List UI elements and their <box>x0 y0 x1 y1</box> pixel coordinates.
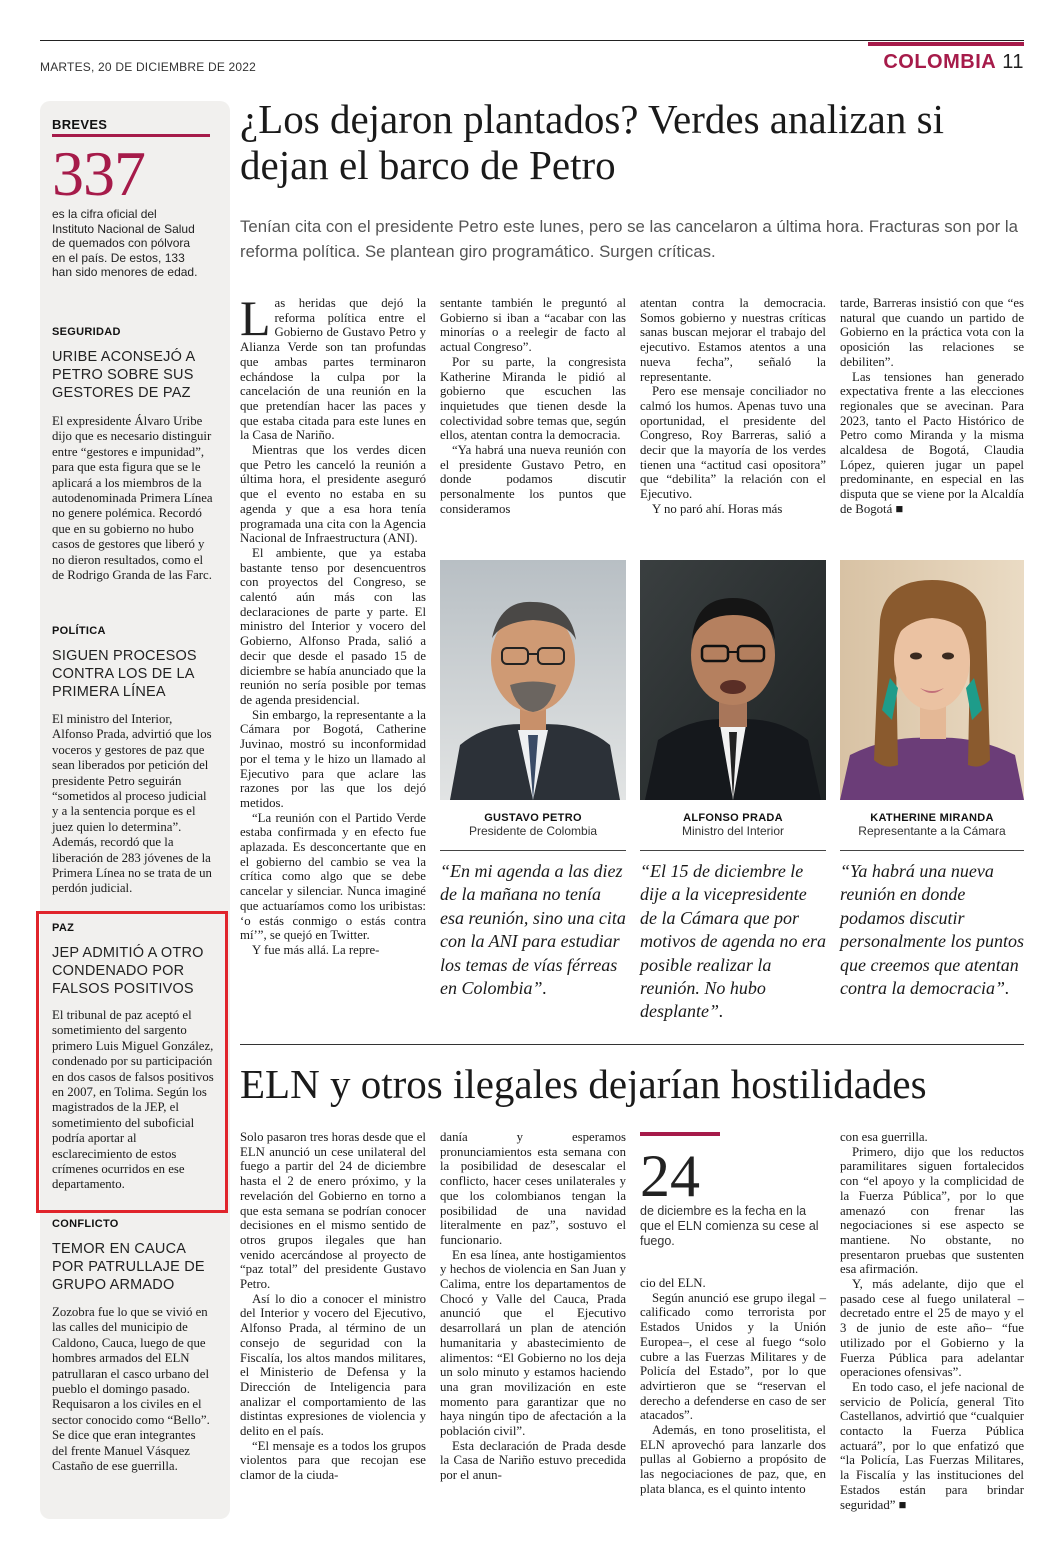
page-number: 11 <box>1002 51 1024 73</box>
paragraph: Además, en tono proselitista, el ELN aprovechó para lanzarle dos pullas al Gobierno a propósito de las negociaciones de paz, que, en plata blanca, es el quinto intento <box>640 1423 826 1496</box>
drop-cap: L <box>240 290 271 346</box>
photo-gustavo-petro <box>440 560 626 800</box>
photo-alfonso-prada <box>640 560 826 800</box>
pull-quote: “En mi agenda a las diez de la mañana no tenía esa reunión, sino una cita con la ANI para estudiar los temas de vías férreas en Colombia”. <box>440 861 626 999</box>
paragraph: con esa guerrilla. <box>840 1130 928 1144</box>
person-name: KATHERINE MIRANDA <box>870 812 994 824</box>
paragraph: Y fue más allá. La repre- <box>252 942 380 957</box>
paragraph: Solo pasaron tres horas desde que el ELN anunció un cese unilateral del fuego a partir del 24 de diciembre hasta el 2 de enero próximo, y la revelación del Gobierno en torno a que esta semana se podrían conocer decisiones en el mismo sentido de otros grupos ilegales que han venido acercándose al proyecto de “paz total” del presidente Gustavo Petro. <box>240 1130 426 1292</box>
person-role: Presidente de Colombia <box>468 824 598 838</box>
stat-accent-bar <box>640 1132 720 1136</box>
person-name: ALFONSO PRADA <box>683 812 783 824</box>
section-header <box>883 51 1024 74</box>
stat-number: 24 <box>640 1143 700 1209</box>
brief-category: CONFLICTO <box>52 1218 119 1230</box>
article-column-2 <box>440 296 626 517</box>
stat-text: de diciembre es la fecha en la que el ELN comienza su cese al fuego. <box>640 1204 819 1248</box>
paragraph: Primero, dijo que los reductos paramilitares siguen fortalecidos con “el apoyo y la complicidad de la Fuerza Pública”, por lo que amenazó con frenar las negociaciones si ese aspecto se mantiene. No obstante, no presentaron pruebas que sustenten esa afirmación. <box>840 1144 1024 1277</box>
person-role: Representante a la Cámara <box>858 824 1006 838</box>
article-column-3 <box>640 296 826 517</box>
quote-rule <box>440 850 626 851</box>
paragraph: Y, más adelante, dijo que el pasado cese al fuego unilateral –decretado entre el 25 de mayo y el 3 de junio de este año– “fue utilizado por el Gobierno y la Fuerza Pública para adelantar operaciones ofensivas”. <box>840 1277 1024 1380</box>
top-rule <box>40 40 1024 41</box>
pull-quote: “El 15 de diciembre le dije a la vicepresidente de la Cámara que por motivos de agenda no era posible realizar la reunión. No hubo desplante”. <box>640 861 826 1022</box>
paragraph: danía y esperamos pronunciamientos esta semana con la posibilidad de desescalar el conflicto, hacer ceses unilaterales y que los colombianos tengan la posibilidad de una navidad literalmente en paz”, sostuvo el funcionario. <box>440 1130 626 1247</box>
article-column-1 <box>240 1130 426 1483</box>
paragraph: Sin embargo, la representante a la Cámara por Bogotá, Catherine Juvinao, mostró su inconformidad por el tema y le hizo un llamado al Ejecutivo para que aclare las razones por las que los dejó metidos. <box>240 707 426 810</box>
article-subhead: Tenían cita con el presidente Petro este lunes, pero se las cancelaron a última hora. Fracturas son por la reforma política. Se plantean giro programático. Surgen críticas. <box>240 217 1018 261</box>
paragraph: Así lo dio a conocer el ministro del Interior y vocero del Ejecutivo, Alfonso Prada, al término de un consejo de seguridad con la Fiscalía, los altos mandos militares, el Ministerio de Defensa y la Dirección de Inteligencia para analizar el comportamiento de las distintas expresiones de violencia y delito en el país. <box>240 1291 426 1439</box>
brief-body: Zozobra fue lo que se vivió en las calles del municipio de Caldono, Cauca, luego de que hombres armados del ELN patrullaran el casco urbano del pueblo el domingo pasado. Requisaron a los civiles en el sector conocido como “Bello”. Se dice que eran integrantes del frente Manuel Vásquez Castaño de ese guerrilla. <box>52 1305 210 1474</box>
paragraph: Según anunció ese grupo ilegal –calificado como terrorista por Estados Unidos y la Unión Europea–, el cese al fuego “solo cubre a las Fuerzas Militares y de Policía del Estado”, por lo que advirtieron que se “reservan el derecho a defenderse en caso de ser atacados”. <box>640 1290 826 1423</box>
paragraph: El ambiente, que ya estaba bastante tenso por desencuentros con proyectos del Congreso, se calentó aún más con las declaraciones de parte y parte. El ministro del Interior y vocero del Gobierno, Alfonso Prada, salió a decir que desde el pasado 15 de diciembre se había anunciado que la reunión no sería posible por temas de agenda presidencial. <box>240 545 426 707</box>
quote-rule <box>840 850 1024 851</box>
big-stat-number: 337 <box>52 138 145 209</box>
brief-body: El tribunal de paz aceptó el sometimiento del sargento primero Luis Miguel González, condenado por su participación en dos casos de falsos positivos en 2007, en Tolima. Según los magistrados de la JEP, el sometimiento del suboficial podría aportar al esclarecimiento de estos crímenes ocurridos en ese departamento. <box>52 1008 214 1192</box>
article-column-4 <box>840 296 1024 517</box>
paragraph: En todo caso, el jefe nacional de servicio de Policía, general Tito Castellanos, advirtió que “cualquier contacto la Fuerza Pública actuará”, por lo que enfatizó que “la Policía, Las Fuerzas Militares, la Fiscalía y las instituciones del Estados están para brindar seguridad” ■ <box>840 1379 1024 1512</box>
paragraph-text: as heridas que dejó la reforma política entre el Gobierno de Gustavo Petro y Alianza Verde son tan profundas que ambas partes terminaron echándose la culpa por la cancelación de una reunión en la que pretendían hacer las paces y que estaba citada para este lunes en la Casa de Nariño. <box>240 296 426 443</box>
brief-headline: TEMOR EN CAUCA POR PATRULLAJE DE GRUPO ARMADO <box>52 1241 205 1293</box>
paragraph: “Ya habrá una nueva reunión con el presidente Gustavo Petro, en donde podamos discutir personalmente los puntos que consideramos <box>440 443 626 516</box>
photo-katherine-miranda <box>840 560 1024 800</box>
article-column-4 <box>840 1130 1024 1512</box>
brief-headline: SIGUEN PROCESOS CONTRA LOS DE LA PRIMERA LÍNEA <box>52 648 197 700</box>
brief-category: SEGURIDAD <box>52 326 121 338</box>
article-divider <box>240 1044 1024 1045</box>
pull-quote: “Ya habrá una nueva reunión en donde podamos discutir personalmente los puntos que creemos que atentan contra la democracia”. <box>840 861 1024 999</box>
photo-caption <box>840 812 1024 838</box>
quote-rule <box>640 850 826 851</box>
paragraph: “El mensaje es a todos los grupos violentos para que recojan ese clamor de la ciuda- <box>240 1438 426 1483</box>
paragraph: sentante también le preguntó al Gobierno si iban a “acabar con las minorías o a reelegir de facto al actual Congreso”. <box>440 296 626 355</box>
article-headline: ELN y otros ilegales dejarían hostilidades <box>240 1061 927 1107</box>
brief-body: El expresidente Álvaro Uribe dijo que es necesario distinguir entre “gestores e impunidad”, para que esta figura que se le aplicará a los miembros de la autodenominada Primera Línea no genere polémica. Recordó que en su gobierno no hubo casos de gestores que liberó y no dieron resultados, como el de Rodrigo Granda de las Farc. <box>52 414 213 583</box>
person-name: GUSTAVO PETRO <box>484 812 582 824</box>
paragraph: Y no paró ahí. Horas más <box>652 501 783 516</box>
breves-label: BREVES <box>52 117 108 132</box>
paragraph: Por su parte, la congresista Katherine Miranda le pidió al gobierno que escuchen las inquietudes que tienen desde la colectividad sobre temas que, según ellos, atentan contra la democracia. <box>440 354 626 443</box>
brief-headline: JEP ADMITIÓ A OTRO CONDENADO POR FALSOS POSITIVOS <box>52 945 204 997</box>
paragraph: Las tensiones han generado expectativa frente a las elecciones regionales que se avecinan. Para 2023, tanto el Pacto Histórico de Petro como Miranda y la misma alcaldesa de Bogotá, Claudia López, quieren jugar un papel predominante, en especial en las disputa que se viene por la Alcaldía de Bogotá ■ <box>840 369 1024 516</box>
paragraph <box>240 290 426 443</box>
article-column-2 <box>440 1130 626 1483</box>
paragraph: Mientras que los verdes dicen que Petro les canceló la reunión a última hora, el presidente aseguró que el evento no estaba en su agenda y que a esa hora tenía programada una cita con la Agencia Nacional de Infraestructura (ANI). <box>240 443 426 546</box>
article-headline: ¿Los dejaron plantados? Verdes analizan si dejan el barco de Petro <box>240 96 944 188</box>
person-role: Ministro del Interior <box>681 824 785 838</box>
brief-category: PAZ <box>52 922 75 934</box>
paragraph: Pero ese mensaje conciliador no calmó los humos. Apenas tuvo una oportunidad, el presidente del Congreso, Roy Barreras, salió a decir que la mayoría de los verdes tienen una “actitud casi opositora” que “debilita” la relación con el Ejecutivo. <box>640 384 826 502</box>
paragraph: cio del ELN. <box>640 1276 706 1290</box>
brief-category: POLÍTICA <box>52 625 106 637</box>
article-column-1 <box>240 290 426 958</box>
breves-rule <box>52 134 210 137</box>
article-column-3 <box>640 1276 826 1497</box>
section-name: COLOMBIA <box>883 51 997 73</box>
paragraph: atentan contra la democracia. Somos gobierno y nuestras críticas sanas buscan mejorar el trabajo del ejecutivo. Estamos atentos a una nueva fecha”, señaló la representante. <box>640 296 826 384</box>
paragraph: Esta declaración de Prada desde la Casa de Nariño estuvo precedida por el anun- <box>440 1438 626 1483</box>
paragraph: tarde, Barreras insistió con que “es natural que cuando un partido de Gobierno en la práctica vota con la oposición las relaciones se debiliten”. <box>840 296 1024 369</box>
paragraph: “La reunión con el Partido Verde estaba confirmada y en efecto fue aplazada. Es desconcertante que en el gobierno del cambio se vea la crítica como algo que se debe cancelar y silenciar. Nunca imaginé que actuaríamos como los uribistas: ‘o estás conmigo o estás contra mí’”, se quejó en Twitter. <box>240 810 426 943</box>
photo-caption <box>440 812 626 838</box>
paragraph: En esa línea, ante hostigamientos y hechos de violencia en San Juan y Calima, entre los departamentos de Chocó y Valle del Cauca, Prada anunció que el Ejecutivo desarrollará un plan de atención humanitaria y abastecimiento de alimentos: “El Gobierno no los deja un solo minuto y estamos haciendo una gran movilización en este momento para garantizar que no haya ningún tipo de afectación a la población civil”. <box>440 1247 626 1439</box>
big-stat-text: es la cifra oficial del Instituto Nacional de Salud de quemados con pólvora en el país. De estos, 133 han sido menores de edad. <box>52 207 198 279</box>
brief-body: El ministro del Interior, Alfonso Prada, advirtió que los voceros y gestores de paz que sean liberados por petición del presidente Petro seguirán “sometidos al proceso judicial y a la sentencia porque es el juez quien lo determina”. Además, recordó que la liberación de 283 jóvenes de la Primera Línea no se trata de un perdón judicial. <box>52 712 212 896</box>
brief-headline: URIBE ACONSEJÓ A PETRO SOBRE SUS GESTORES DE PAZ <box>52 349 195 401</box>
section-accent-bar <box>868 42 1024 46</box>
photo-caption <box>640 812 826 838</box>
issue-date: MARTES, 20 DE DICIEMBRE DE 2022 <box>40 60 257 74</box>
